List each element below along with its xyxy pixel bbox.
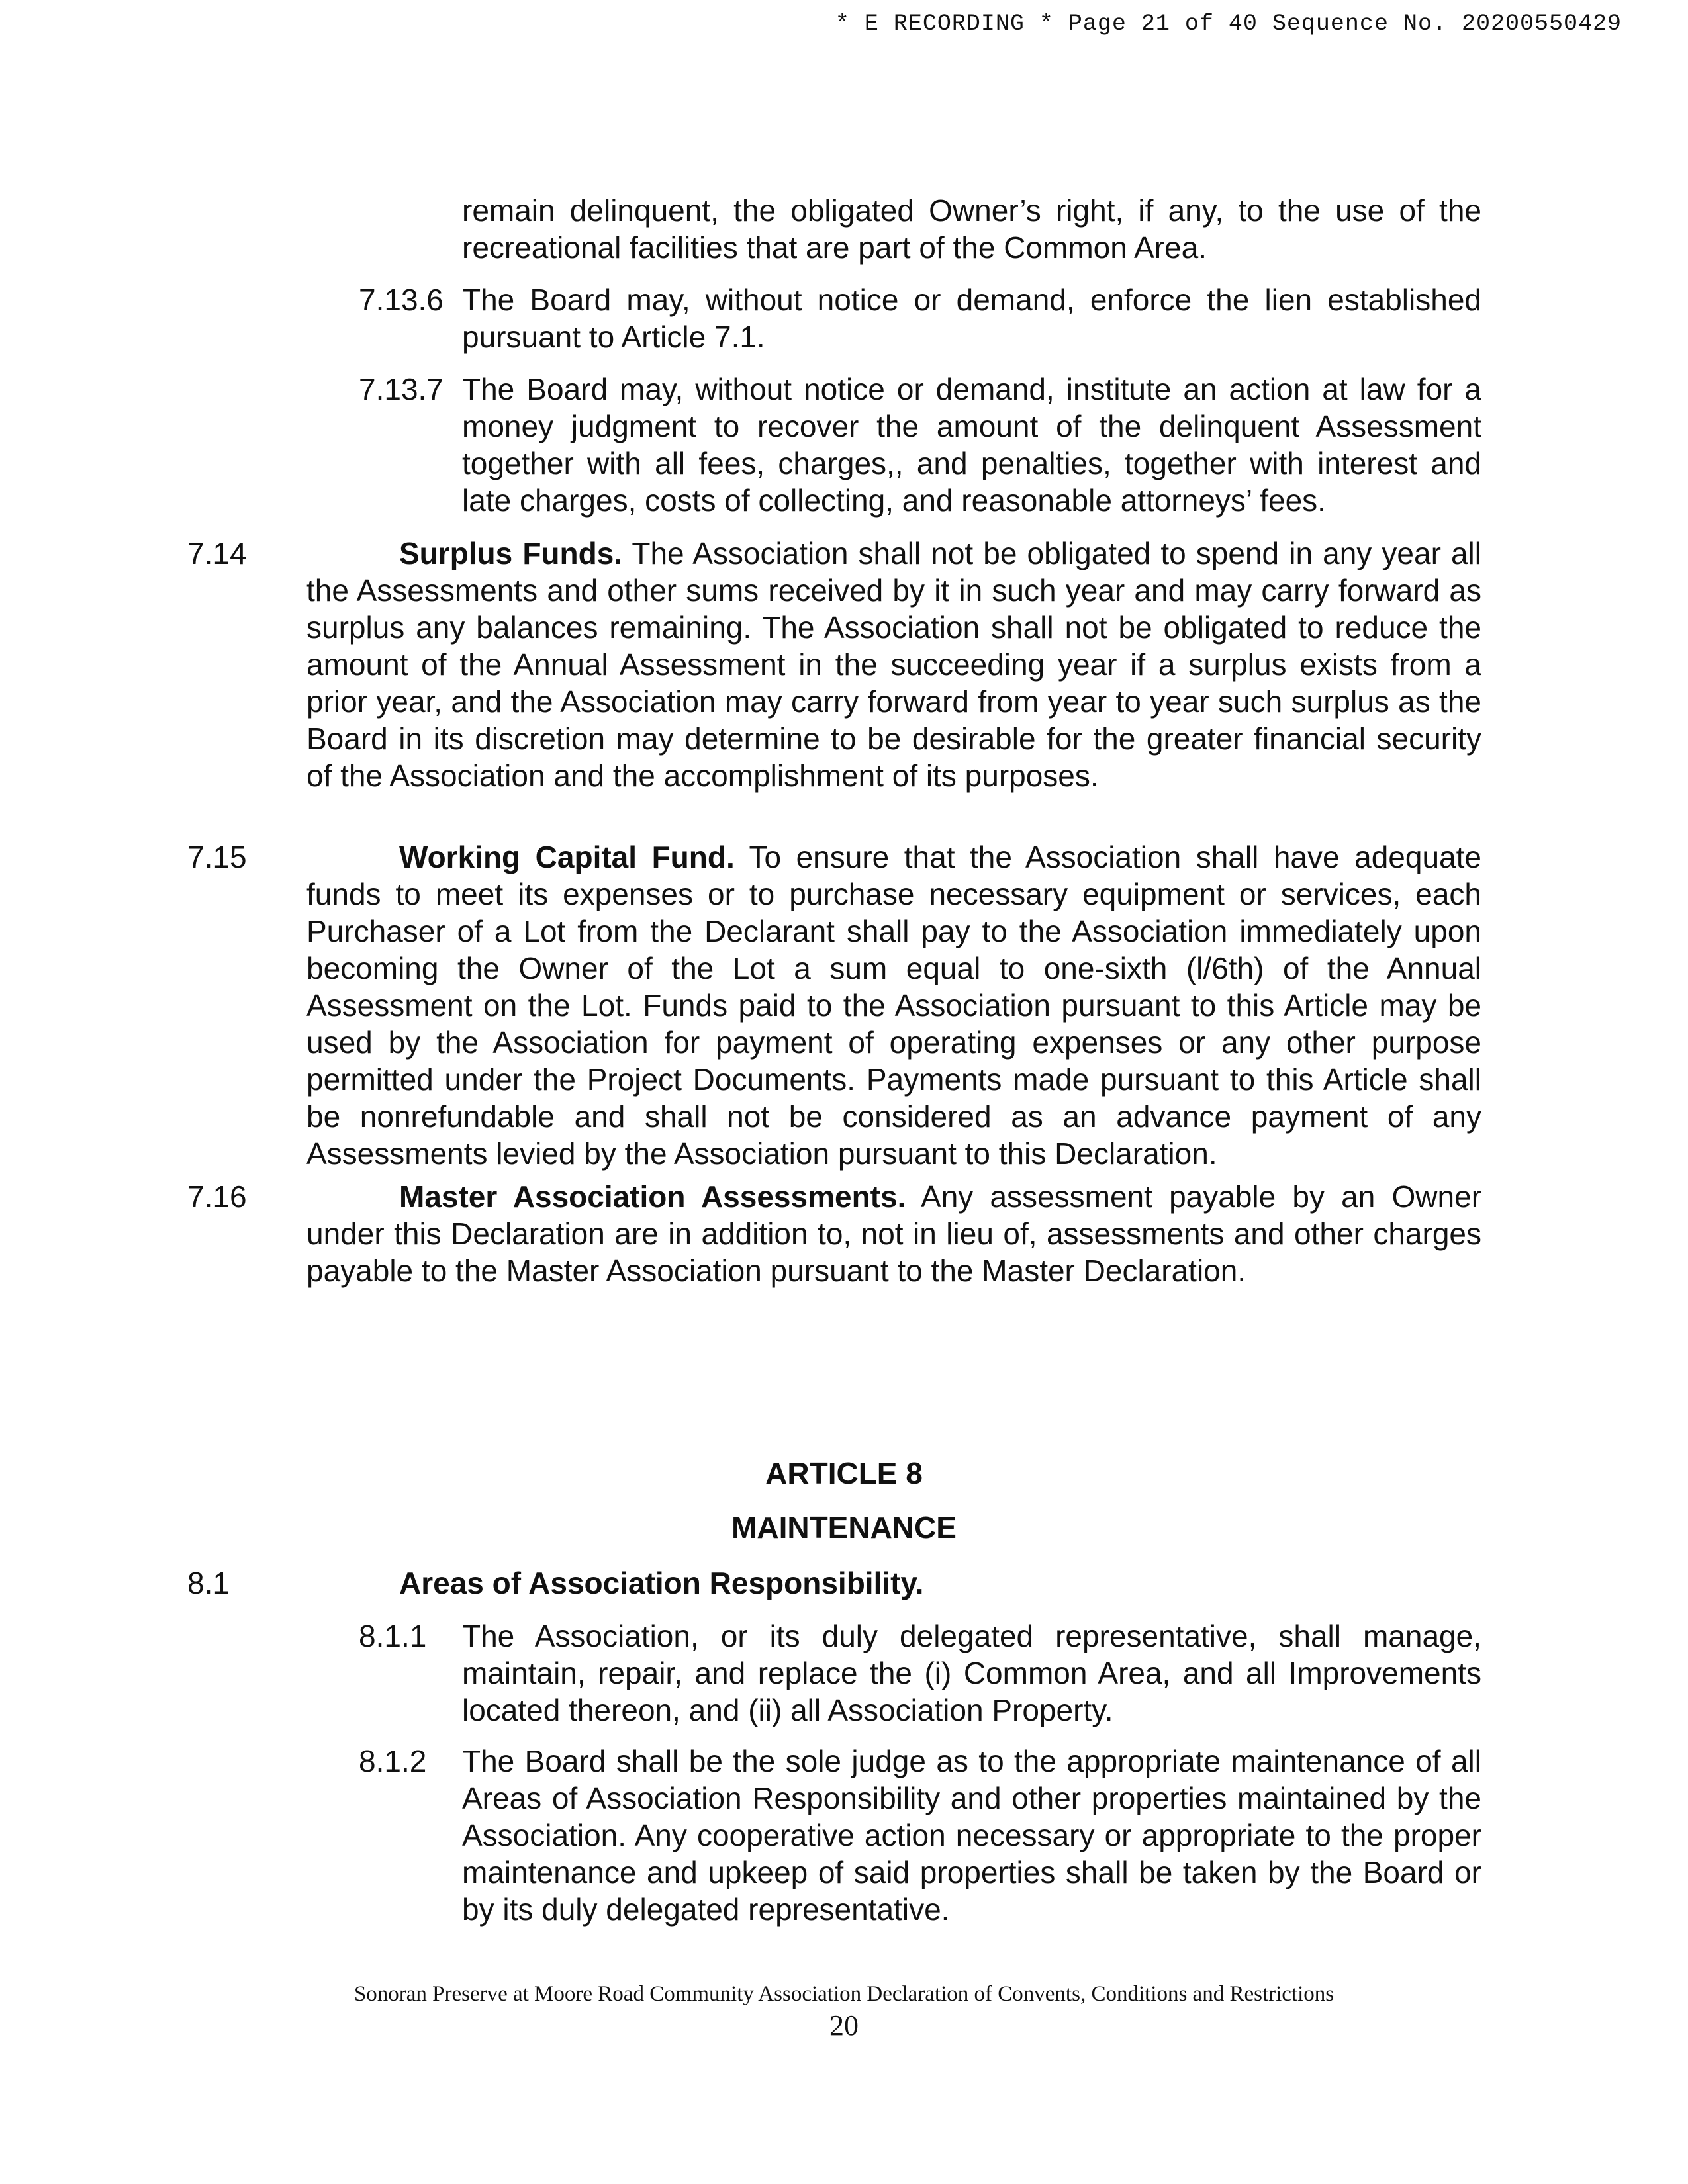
- subsection-text: The Association, or its duly delegated representative, shall manage, maintain, repair, and replace the (i) Common Area, and all Improvements located thereon, and (ii) all Association Property.: [462, 1619, 1481, 1727]
- subsection-7-13-7: [359, 371, 1484, 519]
- subsection-number: 7.13.7: [359, 372, 444, 406]
- subsection-text: The Board shall be the sole judge as to the appropriate maintenance of all Areas of Association Responsibility and other properties maintained by the Association. Any cooperative action necessary or appropriate to the proper maintenance and upkeep of said properties shall be taken by the Board or by its duly delegated representative.: [462, 1744, 1481, 1927]
- subsection-number: 8.1.2: [359, 1744, 427, 1778]
- section-number-7-16: 7.16: [187, 1179, 247, 1214]
- subsection-text: The Board may, without notice or demand, institute an action at law for a money judgment to recover the amount of the delinquent Assessment together with all fees, charges,, and penalties, together with interest and late charges, costs of collecting, and reasonable attorneys’ fees.: [462, 372, 1481, 518]
- subsection-8-1-2: [359, 1743, 1484, 1928]
- section-number-7-14: 7.14: [187, 536, 247, 570]
- footer-page-number: 20: [829, 2009, 859, 2042]
- section-heading-8-1: Areas of Association Responsibility.: [399, 1566, 924, 1600]
- section-heading: Master Association Assessments.: [399, 1179, 906, 1214]
- subsection-7-13-6: [359, 281, 1484, 355]
- section-7-16: [306, 1178, 1481, 1289]
- footer-document-title: Sonoran Preserve at Moore Road Community Association Declaration of Convents, Conditions and Restrictions: [353, 1982, 1335, 2006]
- section-text: Any assessment payable by an Owner under this Declaration are in addition to, not in lieu of, assessments and other charges payable to the Master Association pursuant to the Master Declaration.: [306, 1179, 1482, 1288]
- continuation-paragraph: remain delinquent, the obligated Owner’s right, if any, to the use of the recreational facilities that are part of the Common Area.: [462, 193, 1481, 265]
- section-heading: Surplus Funds.: [399, 536, 623, 570]
- subsection-number: 8.1.1: [359, 1619, 427, 1653]
- article-title-heading: MAINTENANCE: [731, 1510, 957, 1545]
- subsection-text: The Board may, without notice or demand, enforce the lien established pursuant to Article 7.1.: [462, 283, 1481, 354]
- section-7-15: [306, 839, 1481, 1172]
- section-heading: Working Capital Fund.: [399, 840, 735, 874]
- recording-header: * E RECORDING * Page 21 of 40 Sequence No. 20200550429: [835, 11, 1622, 37]
- section-number-8-1: 8.1: [187, 1566, 230, 1600]
- subsection-number: 7.13.6: [359, 283, 444, 317]
- section-text: To ensure that the Association shall have adequate funds to meet its expenses or to purchase necessary equipment or services, each Purchaser of a Lot from the Declarant shall pay to the Association immediately upon becoming the Owner of the Lot a sum equal to one-sixth (l/6th) of the Annual Assessment on the Lot. Funds paid to the Association pursuant to this Article may be used by the Association for payment of operating expenses or any other purpose permitted under the Project Documents. Payments made pursuant to this Article shall be nonrefundable and shall not be considered as an advance payment of any Assessments levied by the Association pursuant to this Declaration.: [306, 840, 1481, 1171]
- section-7-14: [306, 535, 1481, 794]
- article-number-heading: ARTICLE 8: [765, 1456, 923, 1490]
- section-number-7-15: 7.15: [187, 840, 247, 874]
- subsection-8-1-1: [359, 1617, 1484, 1729]
- section-text: The Association shall not be obligated to spend in any year all the Assessments and other sums received by it in such year and may carry forward as surplus any balances remaining. The Association shall not be obligated to reduce the amount of the Annual Assessment in the succeeding year if a surplus exists from a prior year, and the Association may carry forward from year to year such surplus as the Board in its discretion may determine to be desirable for the greater financial security of the Association and the accomplishment of its purposes.: [306, 536, 1482, 793]
